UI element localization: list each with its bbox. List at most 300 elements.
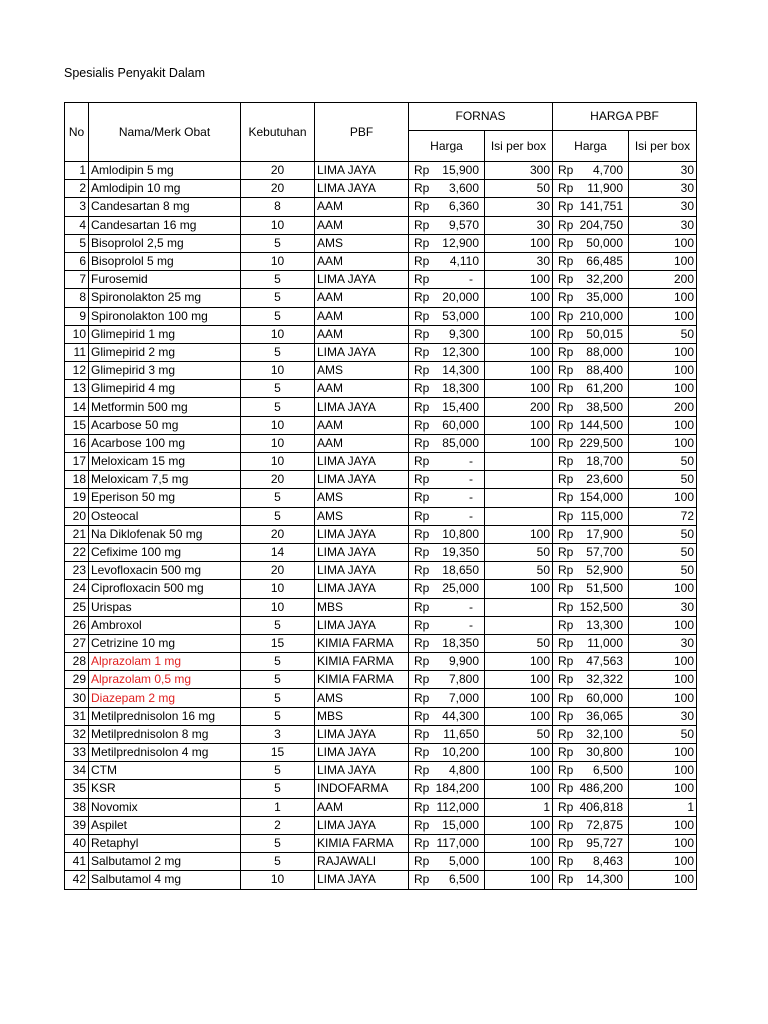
row-fornas-harga [409,252,485,270]
row-pbf: LIMA JAYA [315,162,409,180]
row-no: 16 [65,434,89,452]
row-pbf-isi: 100 [629,289,697,307]
row-fornas-isi: 100 [485,343,553,361]
currency-label: Rp [414,854,430,869]
currency-label: Rp [558,472,574,487]
row-fornas-harga [409,580,485,598]
price-value: 486,200 [579,781,623,796]
row-kebutuhan: 14 [241,543,315,561]
table-row [65,453,697,471]
price-value: 20,000 [442,290,479,305]
header-fornas-isi: Isi per box [485,131,553,162]
row-fornas-harga [409,671,485,689]
row-pbf-harga [553,562,629,580]
row-pbf-harga [553,198,629,216]
row-kebutuhan: 20 [241,471,315,489]
row-fornas-harga [409,616,485,634]
header-fornas: FORNAS [409,103,553,131]
header-nama: Nama/Merk Obat [89,103,241,162]
row-fornas-harga [409,543,485,561]
currency-label: Rp [558,745,574,760]
currency-label: Rp [558,799,574,814]
table-row [65,616,697,634]
currency-label: Rp [414,708,430,723]
row-fornas-harga [409,453,485,471]
table-row [65,598,697,616]
row-fornas-harga [409,689,485,707]
price-value: 32,322 [586,672,623,687]
row-no: 25 [65,598,89,616]
row-nama: Alprazolam 0,5 mg [89,671,241,689]
price-value: 35,000 [586,290,623,305]
table-row [65,489,697,507]
row-no: 29 [65,671,89,689]
currency-label: Rp [414,199,430,214]
row-fornas-harga [409,853,485,871]
price-value: 95,727 [586,836,623,851]
currency-label: Rp [558,181,574,196]
price-value: 15,000 [442,817,479,832]
currency-label: Rp [558,254,574,269]
row-fornas-harga [409,598,485,616]
row-nama: Glimepirid 2 mg [89,343,241,361]
row-pbf-harga [553,616,629,634]
currency-label: Rp [558,672,574,687]
row-nama: Candesartan 8 mg [89,198,241,216]
row-nama: Cefixime 100 mg [89,543,241,561]
row-fornas-harga [409,325,485,343]
row-no: 41 [65,853,89,871]
price-value: 14,300 [442,363,479,378]
row-fornas-harga [409,471,485,489]
row-nama: Salbutamol 4 mg [89,871,241,889]
row-kebutuhan: 10 [241,580,315,598]
price-value: 10,200 [442,745,479,760]
row-no: 28 [65,653,89,671]
row-pbf-harga [553,453,629,471]
table-row [65,744,697,762]
header-fornas-harga: Harga [409,131,485,162]
currency-label: Rp [414,635,430,650]
row-pbf-harga [553,580,629,598]
row-nama: Alprazolam 1 mg [89,653,241,671]
row-kebutuhan: 10 [241,252,315,270]
row-pbf-isi: 100 [629,380,697,398]
row-no: 4 [65,216,89,234]
price-value: - [469,472,473,487]
row-no: 40 [65,834,89,852]
row-pbf-isi: 100 [629,252,697,270]
table-row [65,216,697,234]
currency-label: Rp [558,399,574,414]
row-no: 20 [65,507,89,525]
currency-label: Rp [558,763,574,778]
row-no: 23 [65,562,89,580]
row-pbf-isi: 100 [629,653,697,671]
row-pbf-isi: 50 [629,471,697,489]
row-nama: Ciprofloxacin 500 mg [89,580,241,598]
row-pbf-isi: 200 [629,398,697,416]
row-pbf-harga [553,834,629,852]
row-kebutuhan: 10 [241,416,315,434]
row-fornas-harga [409,416,485,434]
row-pbf: KIMIA FARMA [315,653,409,671]
currency-label: Rp [414,563,430,578]
currency-label: Rp [414,308,430,323]
row-pbf-harga [553,380,629,398]
currency-label: Rp [558,272,574,287]
table-row [65,653,697,671]
row-pbf-harga [553,325,629,343]
row-fornas-harga [409,289,485,307]
row-pbf: INDOFARMA [315,780,409,798]
row-pbf-harga [553,216,629,234]
currency-label: Rp [414,781,430,796]
row-fornas-harga [409,362,485,380]
table-row [65,398,697,416]
row-fornas-harga [409,744,485,762]
currency-label: Rp [558,363,574,378]
price-value: 144,500 [579,417,623,432]
row-pbf-harga [553,234,629,252]
price-value: 88,400 [586,363,623,378]
price-value: 12,900 [442,235,479,250]
price-value: 44,300 [442,708,479,723]
price-value: 15,900 [442,163,479,178]
row-fornas-isi: 100 [485,689,553,707]
row-fornas-harga [409,871,485,889]
row-pbf: AAM [315,307,409,325]
row-pbf: AAM [315,325,409,343]
row-no: 27 [65,634,89,652]
price-value: 32,100 [586,726,623,741]
row-no: 35 [65,780,89,798]
price-value: 50,015 [586,326,623,341]
currency-label: Rp [558,454,574,469]
price-value: 210,000 [579,308,623,323]
row-pbf-isi: 100 [629,780,697,798]
table-row [65,234,697,252]
table-row [65,634,697,652]
price-value: 14,300 [586,872,623,887]
row-kebutuhan: 2 [241,816,315,834]
row-pbf-harga [553,598,629,616]
row-kebutuhan: 10 [241,871,315,889]
row-fornas-isi: 100 [485,307,553,325]
currency-label: Rp [414,454,430,469]
price-value: 25,000 [442,581,479,596]
table-row [65,762,697,780]
currency-label: Rp [414,254,430,269]
row-no: 11 [65,343,89,361]
row-kebutuhan: 5 [241,489,315,507]
price-value: 9,300 [448,326,479,341]
row-nama: Metformin 500 mg [89,398,241,416]
row-fornas-harga [409,434,485,452]
row-kebutuhan: 5 [241,671,315,689]
price-value: 154,000 [579,490,623,505]
price-value: 12,300 [442,344,479,359]
row-kebutuhan: 20 [241,180,315,198]
row-fornas-isi: 1 [485,798,553,816]
row-kebutuhan: 5 [241,398,315,416]
row-pbf: MBS [315,707,409,725]
row-pbf-harga [553,543,629,561]
table-row [65,543,697,561]
price-value: 18,300 [442,381,479,396]
price-value: 61,200 [586,381,623,396]
row-pbf: LIMA JAYA [315,816,409,834]
row-kebutuhan: 20 [241,525,315,543]
row-pbf-harga [553,689,629,707]
header-kebutuhan: Kebutuhan [241,103,315,162]
row-fornas-isi: 50 [485,634,553,652]
price-value: 50,000 [586,235,623,250]
currency-label: Rp [414,235,430,250]
header-no: No [65,103,89,162]
currency-label: Rp [414,163,430,178]
row-pbf-isi: 100 [629,234,697,252]
drug-table [64,102,697,890]
row-pbf-isi: 100 [629,416,697,434]
row-pbf: AAM [315,289,409,307]
row-pbf-isi: 100 [629,762,697,780]
table-row [65,380,697,398]
row-pbf: KIMIA FARMA [315,671,409,689]
row-fornas-harga [409,398,485,416]
row-pbf-harga [553,289,629,307]
row-no: 21 [65,525,89,543]
row-pbf: LIMA JAYA [315,725,409,743]
price-value: 18,700 [586,454,623,469]
row-kebutuhan: 5 [241,289,315,307]
price-value: - [469,490,473,505]
price-value: 11,900 [587,181,623,196]
row-fornas-isi: 30 [485,252,553,270]
row-fornas-isi: 100 [485,671,553,689]
row-nama: Amlodipin 10 mg [89,180,241,198]
row-fornas-isi: 100 [485,380,553,398]
row-pbf-isi: 50 [629,725,697,743]
table-row [65,689,697,707]
row-pbf: LIMA JAYA [315,744,409,762]
row-nama: Osteocal [89,507,241,525]
currency-label: Rp [558,308,574,323]
row-pbf-isi: 50 [629,543,697,561]
row-pbf-isi: 30 [629,162,697,180]
row-pbf-harga [553,343,629,361]
currency-label: Rp [414,817,430,832]
currency-label: Rp [558,163,574,178]
currency-label: Rp [558,654,574,669]
row-no: 31 [65,707,89,725]
row-pbf: MBS [315,598,409,616]
price-value: - [469,508,473,523]
row-pbf-isi: 30 [629,707,697,725]
row-pbf: AAM [315,434,409,452]
header-pbf: PBF [315,103,409,162]
row-kebutuhan: 15 [241,744,315,762]
row-no: 1 [65,162,89,180]
row-pbf: AAM [315,252,409,270]
row-kebutuhan: 10 [241,453,315,471]
currency-label: Rp [558,326,574,341]
row-pbf-harga [553,653,629,671]
price-value: 406,818 [579,799,623,814]
row-pbf: LIMA JAYA [315,398,409,416]
currency-label: Rp [558,635,574,650]
row-pbf-isi: 50 [629,325,697,343]
row-no: 12 [65,362,89,380]
row-fornas-isi: 100 [485,289,553,307]
currency-label: Rp [414,726,430,741]
row-fornas-isi: 30 [485,198,553,216]
row-pbf: LIMA JAYA [315,343,409,361]
row-pbf: AAM [315,216,409,234]
row-pbf-isi: 100 [629,689,697,707]
row-nama: Meloxicam 15 mg [89,453,241,471]
row-no: 33 [65,744,89,762]
row-pbf: RAJAWALI [315,853,409,871]
row-fornas-isi: 100 [485,871,553,889]
price-value: 18,650 [442,563,479,578]
row-pbf-harga [553,162,629,180]
price-value: 141,751 [579,199,623,214]
row-kebutuhan: 10 [241,598,315,616]
currency-label: Rp [558,690,574,705]
row-nama: Bisoprolol 5 mg [89,252,241,270]
row-pbf: LIMA JAYA [315,180,409,198]
table-row [65,707,697,725]
row-no: 32 [65,725,89,743]
price-value: 32,200 [586,272,623,287]
currency-label: Rp [558,545,574,560]
row-fornas-isi [485,489,553,507]
row-pbf-isi: 50 [629,525,697,543]
row-fornas-isi: 100 [485,416,553,434]
currency-label: Rp [414,290,430,305]
row-pbf-isi: 100 [629,307,697,325]
price-value: 4,800 [448,763,479,778]
price-value: - [469,599,473,614]
row-fornas-harga [409,780,485,798]
currency-label: Rp [558,435,574,450]
row-pbf-harga [553,252,629,270]
row-fornas-isi: 100 [485,325,553,343]
row-fornas-isi [485,453,553,471]
row-kebutuhan: 5 [241,343,315,361]
currency-label: Rp [558,581,574,596]
table-row [65,307,697,325]
price-value: 8,463 [592,854,623,869]
row-nama: Aspilet [89,816,241,834]
row-pbf-isi: 100 [629,834,697,852]
price-value: 11,000 [587,635,623,650]
currency-label: Rp [414,654,430,669]
table-row [65,343,697,361]
price-value: - [469,272,473,287]
row-fornas-harga [409,343,485,361]
row-nama: Salbutamol 2 mg [89,853,241,871]
price-value: 10,800 [442,526,479,541]
row-kebutuhan: 8 [241,198,315,216]
row-pbf-isi: 50 [629,562,697,580]
currency-label: Rp [414,508,430,523]
row-nama: CTM [89,762,241,780]
currency-label: Rp [558,235,574,250]
row-fornas-harga [409,798,485,816]
row-fornas-isi: 100 [485,762,553,780]
table-row [65,816,697,834]
row-no: 3 [65,198,89,216]
row-fornas-isi: 100 [485,707,553,725]
price-value: 4,110 [449,254,479,269]
currency-label: Rp [414,545,430,560]
row-pbf-isi: 30 [629,180,697,198]
row-fornas-harga [409,762,485,780]
price-value: 9,570 [448,217,479,232]
row-pbf-isi: 100 [629,580,697,598]
row-pbf-harga [553,180,629,198]
table-row [65,162,697,180]
row-no: 38 [65,798,89,816]
currency-label: Rp [414,381,430,396]
row-pbf-isi: 30 [629,216,697,234]
currency-label: Rp [414,217,430,232]
row-no: 2 [65,180,89,198]
currency-label: Rp [414,399,430,414]
row-pbf: AAM [315,798,409,816]
row-pbf-harga [553,507,629,525]
row-no: 9 [65,307,89,325]
row-kebutuhan: 5 [241,307,315,325]
price-value: 229,500 [579,435,623,450]
currency-label: Rp [414,417,430,432]
price-value: 4,700 [592,163,623,178]
row-pbf: KIMIA FARMA [315,634,409,652]
row-fornas-isi: 100 [485,816,553,834]
row-pbf-harga [553,307,629,325]
row-pbf-harga [553,416,629,434]
price-value: - [469,454,473,469]
table-row [65,252,697,270]
currency-label: Rp [558,726,574,741]
price-value: 19,350 [442,545,479,560]
currency-label: Rp [558,563,574,578]
price-value: 36,065 [586,708,623,723]
row-pbf-isi: 100 [629,871,697,889]
row-pbf: LIMA JAYA [315,453,409,471]
row-pbf-harga [553,798,629,816]
row-no: 26 [65,616,89,634]
table-row [65,671,697,689]
row-nama: Candesartan 16 mg [89,216,241,234]
row-fornas-isi: 100 [485,234,553,252]
price-value: 112,000 [436,799,479,814]
table-row [65,507,697,525]
row-nama: Furosemid [89,271,241,289]
row-fornas-isi [485,507,553,525]
row-fornas-isi: 100 [485,580,553,598]
row-pbf-isi: 100 [629,434,697,452]
price-value: 52,900 [586,563,623,578]
table-row [65,780,697,798]
row-fornas-isi [485,471,553,489]
header-pbf-harga: Harga [553,131,629,162]
row-fornas-isi: 100 [485,653,553,671]
price-value: 88,000 [586,344,623,359]
row-pbf-isi: 100 [629,671,697,689]
